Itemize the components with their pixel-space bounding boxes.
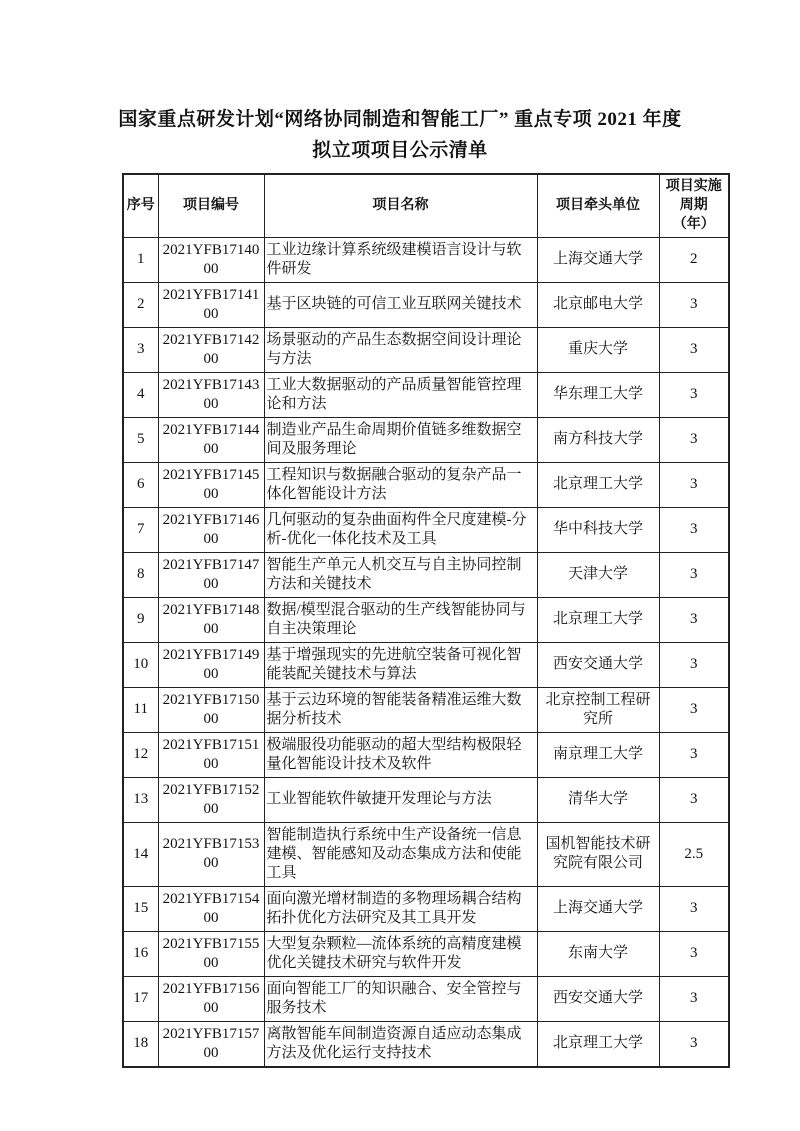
row-project-name: 数据/模型混合驱动的生产线智能协同与自主决策理论 — [264, 597, 537, 642]
row-lead-organization: 清华大学 — [537, 777, 659, 822]
row-project-name: 面向激光增材制造的多物理场耦合结构拓扑优化方法研究及其工具开发 — [264, 886, 537, 931]
table-row — [123, 886, 729, 931]
row-project-code: 2021YFB1715000 — [158, 687, 264, 732]
row-lead-organization: 北京理工大学 — [537, 1021, 659, 1067]
row-lead-organization: 东南大学 — [537, 931, 659, 976]
row-serial-number: 6 — [123, 462, 158, 507]
table-row — [123, 507, 729, 552]
table-row — [123, 642, 729, 687]
title-line-2: 拟立项项目公示清单 — [312, 140, 488, 161]
row-project-code: 2021YFB1715700 — [158, 1021, 264, 1067]
header-serial-number: 序号 — [123, 174, 158, 237]
table-row — [123, 552, 729, 597]
table-row — [123, 976, 729, 1021]
row-lead-organization: 华中科技大学 — [537, 507, 659, 552]
row-serial-number: 13 — [123, 777, 158, 822]
row-serial-number: 10 — [123, 642, 158, 687]
table-row — [123, 327, 729, 372]
row-duration-years: 3 — [659, 552, 729, 597]
table-row — [123, 237, 729, 282]
table-row — [123, 417, 729, 462]
row-serial-number: 4 — [123, 372, 158, 417]
projects-table — [122, 173, 730, 1068]
row-project-name: 极端服役功能驱动的超大型结构极限轻量化智能设计技术及软件 — [264, 732, 537, 777]
row-duration-years: 3 — [659, 931, 729, 976]
row-serial-number: 18 — [123, 1021, 158, 1067]
row-duration-years: 3 — [659, 327, 729, 372]
header-lead-organization: 项目牵头单位 — [537, 174, 659, 237]
row-project-name: 场景驱动的产品生态数据空间设计理论与方法 — [264, 327, 537, 372]
row-project-code: 2021YFB1715100 — [158, 732, 264, 777]
row-duration-years: 3 — [659, 777, 729, 822]
row-project-code: 2021YFB1714600 — [158, 507, 264, 552]
table-row — [123, 1021, 729, 1067]
row-duration-years: 3 — [659, 462, 729, 507]
row-lead-organization: 北京控制工程研究所 — [537, 687, 659, 732]
row-project-code: 2021YFB1715300 — [158, 822, 264, 886]
row-project-name: 工程知识与数据融合驱动的复杂产品一体化智能设计方法 — [264, 462, 537, 507]
row-project-name: 工业智能软件敏捷开发理论与方法 — [264, 777, 537, 822]
row-project-name: 几何驱动的复杂曲面构件全尺度建模-分析-优化一体化技术及工具 — [264, 507, 537, 552]
row-serial-number: 14 — [123, 822, 158, 886]
row-lead-organization: 北京理工大学 — [537, 462, 659, 507]
row-duration-years: 3 — [659, 886, 729, 931]
row-project-code: 2021YFB1714800 — [158, 597, 264, 642]
table-row — [123, 597, 729, 642]
row-project-name: 离散智能车间制造资源自适应动态集成方法及优化运行支持技术 — [264, 1021, 537, 1067]
row-duration-years: 3 — [659, 417, 729, 462]
row-serial-number: 9 — [123, 597, 158, 642]
row-serial-number: 5 — [123, 417, 158, 462]
row-lead-organization: 上海交通大学 — [537, 237, 659, 282]
row-project-code: 2021YFB1714400 — [158, 417, 264, 462]
row-project-code: 2021YFB1715600 — [158, 976, 264, 1021]
row-serial-number: 3 — [123, 327, 158, 372]
header-implementation-period — [659, 174, 729, 237]
row-duration-years: 3 — [659, 732, 729, 777]
row-project-name: 工业大数据驱动的产品质量智能管控理论和方法 — [264, 372, 537, 417]
row-lead-organization: 天津大学 — [537, 552, 659, 597]
header-project-name: 项目名称 — [264, 174, 537, 237]
row-duration-years: 3 — [659, 976, 729, 1021]
row-lead-organization: 西安交通大学 — [537, 642, 659, 687]
row-project-name: 基于云边环境的智能装备精准运维大数据分析技术 — [264, 687, 537, 732]
row-project-name: 工业边缘计算系统级建模语言设计与软件研发 — [264, 237, 537, 282]
header-period-line-1: 项目实施 — [665, 179, 722, 195]
row-project-code: 2021YFB1714100 — [158, 282, 264, 327]
row-serial-number: 1 — [123, 237, 158, 282]
table-row — [123, 931, 729, 976]
table-row — [123, 282, 729, 327]
row-project-code: 2021YFB1714200 — [158, 327, 264, 372]
row-project-code: 2021YFB1714000 — [158, 237, 264, 282]
row-duration-years: 2 — [659, 237, 729, 282]
table-row — [123, 687, 729, 732]
row-project-name: 制造业产品生命周期价值链多维数据空间及服务理论 — [264, 417, 537, 462]
row-serial-number: 15 — [123, 886, 158, 931]
row-duration-years: 3 — [659, 597, 729, 642]
row-serial-number: 2 — [123, 282, 158, 327]
row-duration-years: 3 — [659, 507, 729, 552]
row-lead-organization: 北京邮电大学 — [537, 282, 659, 327]
header-period-line-2: 周期 — [679, 198, 708, 214]
row-duration-years: 3 — [659, 372, 729, 417]
row-project-code: 2021YFB1715500 — [158, 931, 264, 976]
row-project-code: 2021YFB1714900 — [158, 642, 264, 687]
document-title — [0, 0, 800, 166]
row-serial-number: 7 — [123, 507, 158, 552]
row-lead-organization: 华东理工大学 — [537, 372, 659, 417]
row-lead-organization: 南方科技大学 — [537, 417, 659, 462]
table-row — [123, 372, 729, 417]
row-lead-organization: 北京理工大学 — [537, 597, 659, 642]
table-row — [123, 777, 729, 822]
table-body — [123, 237, 729, 1067]
table-row — [123, 822, 729, 886]
row-lead-organization: 南京理工大学 — [537, 732, 659, 777]
row-duration-years: 2.5 — [659, 822, 729, 886]
row-serial-number: 17 — [123, 976, 158, 1021]
row-serial-number: 16 — [123, 931, 158, 976]
row-serial-number: 12 — [123, 732, 158, 777]
row-duration-years: 3 — [659, 687, 729, 732]
row-project-name: 基于增强现实的先进航空装备可视化智能装配关键技术与算法 — [264, 642, 537, 687]
row-serial-number: 8 — [123, 552, 158, 597]
row-lead-organization: 西安交通大学 — [537, 976, 659, 1021]
row-project-code: 2021YFB1714700 — [158, 552, 264, 597]
row-duration-years: 3 — [659, 642, 729, 687]
row-project-name: 智能制造执行系统中生产设备统一信息建模、智能感知及动态集成方法和使能工具 — [264, 822, 537, 886]
row-lead-organization: 上海交通大学 — [537, 886, 659, 931]
row-project-code: 2021YFB1714300 — [158, 372, 264, 417]
header-project-code: 项目编号 — [158, 174, 264, 237]
header-period-line-3: （年） — [672, 217, 715, 233]
row-project-code: 2021YFB1714500 — [158, 462, 264, 507]
row-project-name: 智能生产单元人机交互与自主协同控制方法和关键技术 — [264, 552, 537, 597]
table-row — [123, 462, 729, 507]
row-project-name: 面向智能工厂的知识融合、安全管控与服务技术 — [264, 976, 537, 1021]
row-duration-years: 3 — [659, 1021, 729, 1067]
table-row — [123, 732, 729, 777]
row-duration-years: 3 — [659, 282, 729, 327]
row-lead-organization: 国机智能技术研究院有限公司 — [537, 822, 659, 886]
row-project-name: 基于区块链的可信工业互联网关键技术 — [264, 282, 537, 327]
row-project-code: 2021YFB1715400 — [158, 886, 264, 931]
row-serial-number: 11 — [123, 687, 158, 732]
row-lead-organization: 重庆大学 — [537, 327, 659, 372]
row-project-name: 大型复杂颗粒—流体系统的高精度建模优化关键技术研究与软件开发 — [264, 931, 537, 976]
row-project-code: 2021YFB1715200 — [158, 777, 264, 822]
table-header-row — [123, 174, 729, 237]
title-line-1: 国家重点研发计划“网络协同制造和智能工厂” 重点专项 2021 年度 — [118, 109, 682, 130]
